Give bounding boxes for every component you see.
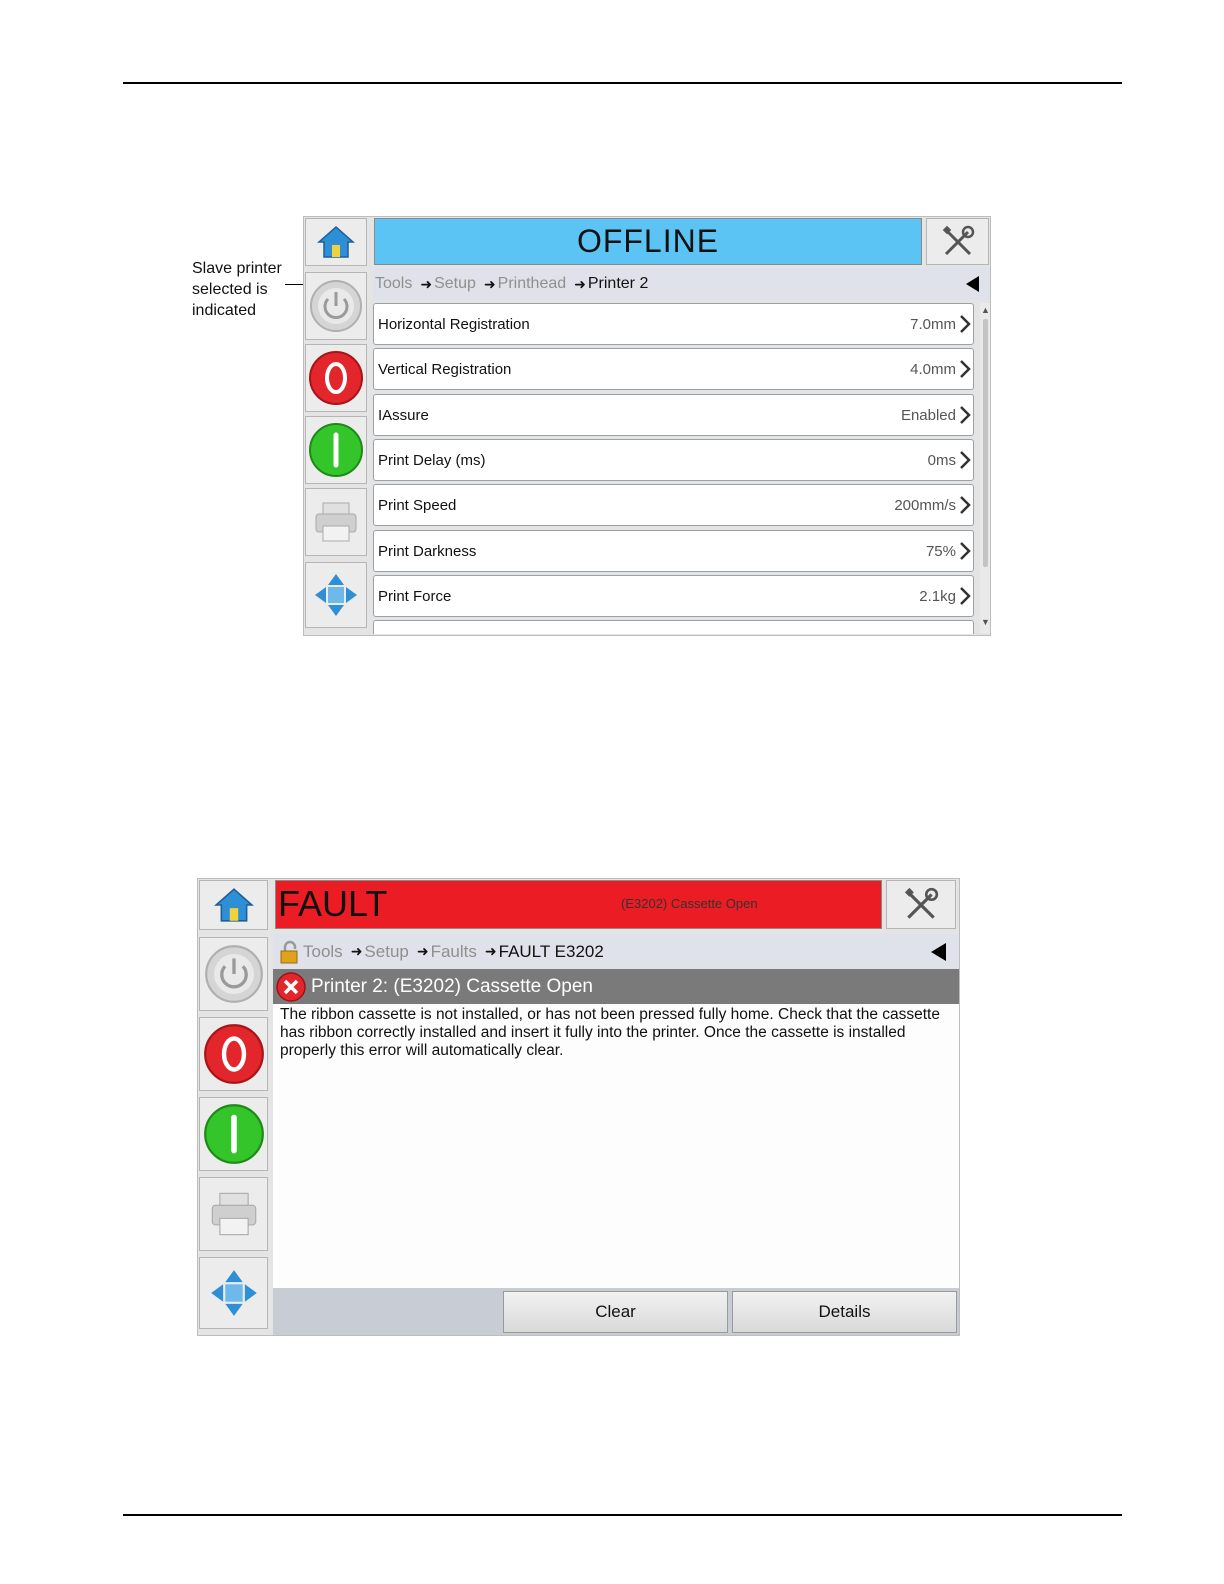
arrow-icon: ➜ xyxy=(574,275,586,292)
lock-icon xyxy=(279,940,301,964)
start-icon xyxy=(308,422,364,478)
crumb-fault-code: FAULT E3202 xyxy=(498,941,604,961)
tools-icon xyxy=(940,224,976,260)
fault-message: The ribbon cassette is not installed, or has not been pressed fully home. Check that the cassette has ribbon correctly installed and insert it fully into the printer. Once the cassette is installed properly this error will automatically clear. xyxy=(280,1006,940,1059)
top-rule xyxy=(123,82,1122,84)
tools-button[interactable] xyxy=(926,218,989,265)
move-button[interactable] xyxy=(199,1257,268,1329)
callout-text xyxy=(192,258,302,321)
setting-label: Vertical Registration xyxy=(378,360,512,378)
status-detail: (E3202) Cassette Open xyxy=(621,896,758,911)
back-icon[interactable] xyxy=(931,943,946,961)
fault-message-area xyxy=(273,1004,959,1288)
power-icon xyxy=(309,279,363,333)
scrollbar-thumb[interactable] xyxy=(983,319,988,567)
breadcrumb xyxy=(273,934,959,969)
arrow-icon: ➜ xyxy=(420,275,433,292)
setting-label: Print Force xyxy=(378,587,452,605)
arrow-icon: ➜ xyxy=(350,943,363,959)
setting-value: 2.1kg xyxy=(919,587,956,605)
tools-icon xyxy=(902,886,940,924)
chevron-right-icon xyxy=(958,495,972,515)
setting-value: 0ms xyxy=(927,451,956,469)
arrow-icon: ➜ xyxy=(416,943,429,959)
home-icon xyxy=(317,225,355,259)
status-bar xyxy=(275,880,882,929)
scroll-down-arrow[interactable]: ▼ xyxy=(981,617,990,627)
printer-icon xyxy=(313,500,359,544)
start-button[interactable] xyxy=(305,416,367,484)
move-button[interactable] xyxy=(305,562,367,628)
chevron-right-icon xyxy=(958,541,972,561)
setting-row-print-speed[interactable] xyxy=(373,484,974,526)
stop-button[interactable] xyxy=(305,344,367,412)
move-icon xyxy=(313,572,359,618)
chevron-right-icon xyxy=(958,586,972,606)
power-button[interactable] xyxy=(199,937,268,1011)
crumb-setup[interactable]: Setup xyxy=(434,275,476,292)
print-button[interactable] xyxy=(199,1177,268,1251)
setting-row-print-delay[interactable] xyxy=(373,439,974,481)
setting-row-print-force[interactable] xyxy=(373,575,974,617)
crumb-setup[interactable]: Setup xyxy=(364,941,409,961)
callout-line-3: indicated xyxy=(192,302,257,319)
chevron-right-icon xyxy=(958,359,972,379)
setting-row-print-darkness[interactable] xyxy=(373,530,974,572)
setting-value: 4.0mm xyxy=(910,360,956,378)
setting-label: Print Darkness xyxy=(378,542,477,560)
crumb-tools[interactable]: Tools xyxy=(375,275,413,292)
setting-row-partial[interactable] xyxy=(373,620,974,634)
bottom-rule xyxy=(123,1514,1122,1516)
status-text: FAULT xyxy=(278,883,388,924)
details-button-label: Details xyxy=(818,1302,871,1321)
power-button[interactable] xyxy=(305,272,367,340)
details-button[interactable] xyxy=(732,1291,957,1333)
power-icon xyxy=(204,944,264,1004)
crumb-faults[interactable]: Faults xyxy=(430,941,477,961)
setting-value: Enabled xyxy=(900,406,956,424)
crumb-printhead[interactable]: Printhead xyxy=(497,275,567,292)
setting-label: Horizontal Registration xyxy=(378,315,530,333)
scroll-up-arrow[interactable]: ▲ xyxy=(981,305,990,315)
start-button[interactable] xyxy=(199,1097,268,1171)
chevron-right-icon xyxy=(958,450,972,470)
chevron-right-icon xyxy=(958,314,972,334)
fault-title-bar xyxy=(273,969,959,1004)
error-icon xyxy=(276,972,306,1002)
setting-row-iassure[interactable] xyxy=(373,394,974,436)
scrollbar[interactable] xyxy=(980,303,990,633)
home-button[interactable] xyxy=(305,218,367,266)
breadcrumb xyxy=(373,268,990,300)
setting-label: IAssure xyxy=(378,406,429,424)
setting-value: 7.0mm xyxy=(910,315,956,333)
callout-line-1: Slave printer xyxy=(192,260,282,277)
start-icon xyxy=(203,1103,265,1165)
tools-button[interactable] xyxy=(886,880,956,929)
clear-button[interactable] xyxy=(503,1291,728,1333)
fault-title: Printer 2: (E3202) Cassette Open xyxy=(311,975,593,997)
stop-button[interactable] xyxy=(199,1017,268,1091)
printer-icon xyxy=(209,1190,259,1238)
setting-row-horizontal-registration[interactable] xyxy=(373,303,974,345)
back-icon[interactable] xyxy=(966,276,979,292)
stop-icon xyxy=(203,1023,265,1085)
setting-value: 75% xyxy=(925,542,956,560)
crumb-printer-2: Printer 2 xyxy=(587,275,649,292)
chevron-right-icon xyxy=(958,405,972,425)
stop-icon xyxy=(308,350,364,406)
move-icon xyxy=(209,1268,259,1318)
setting-row-vertical-registration[interactable] xyxy=(373,348,974,390)
setting-value: 200mm/s xyxy=(894,496,956,514)
setting-label: Print Speed xyxy=(378,496,457,514)
print-button[interactable] xyxy=(305,488,367,556)
home-icon xyxy=(214,887,254,923)
callout-line-2: selected is xyxy=(192,281,268,298)
home-button[interactable] xyxy=(199,880,268,930)
status-text: OFFLINE xyxy=(576,223,720,259)
arrow-icon: ➜ xyxy=(483,275,496,292)
status-bar xyxy=(374,218,922,265)
crumb-tools[interactable]: Tools xyxy=(303,941,343,961)
clear-button-label: Clear xyxy=(595,1302,636,1321)
arrow-icon: ➜ xyxy=(484,943,497,959)
setting-label: Print Delay (ms) xyxy=(378,451,486,469)
